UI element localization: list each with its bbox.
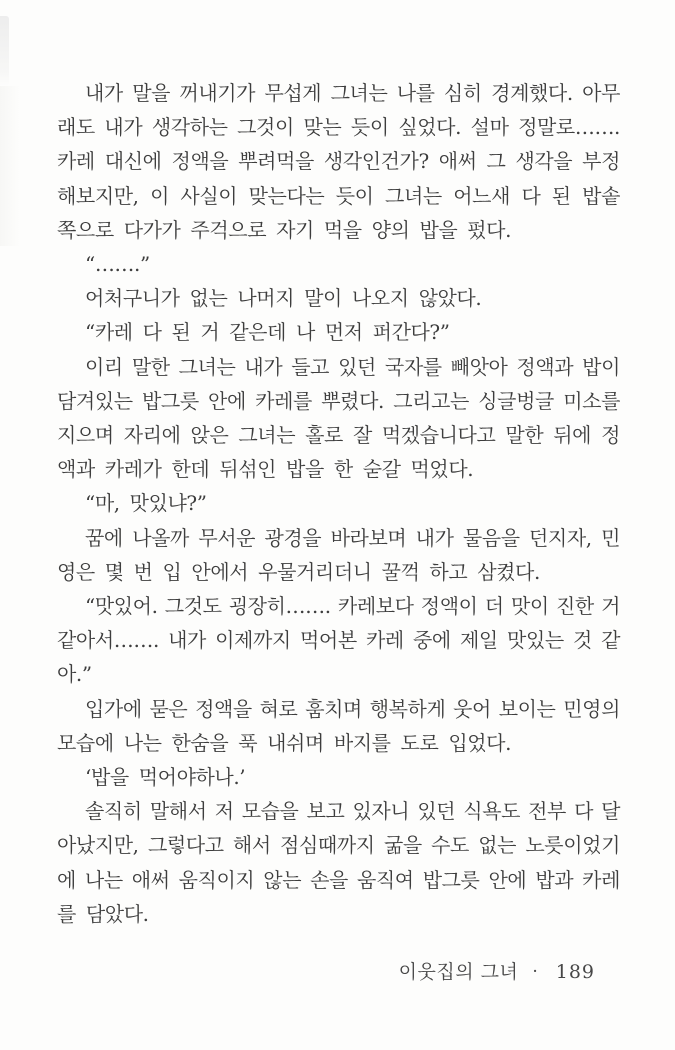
text-line: 지으며 자리에 앉은 그녀는 홀로 잘 먹겠습니다고 말한 뒤에 정 [57, 423, 620, 448]
text-line: 해보지만, 이 사실이 맞는다는 듯이 그녀는 어느새 다 된 밥솥 [57, 183, 620, 208]
running-title: 이웃집의 그녀 [398, 961, 519, 983]
page-number: 189 [555, 961, 595, 983]
text-line: 담겨있는 밥그릇 안에 카레를 뿌렸다. 그리고는 싱글벙글 미소를 [57, 388, 620, 413]
text-line: “…….” [85, 252, 150, 277]
text-line: 솔직히 말해서 저 모습을 보고 있자니 있던 식욕도 전부 다 달 [85, 799, 620, 824]
text-line: 이리 말한 그녀는 내가 들고 있던 국자를 빼앗아 정액과 밥이 [85, 354, 620, 379]
text-line: 영은 몇 번 입 안에서 우물거리더니 꿀꺽 하고 삼켰다. [57, 559, 540, 584]
text-line: 어처구니가 없는 나머지 말이 나오지 않았다. [85, 286, 482, 311]
text-line: 꿈에 나올까 무서운 광경을 바라보며 내가 물음을 던지자, 민 [85, 525, 620, 550]
text-line: 에 나는 애써 움직이지 않는 손을 움직여 밥그릇 안에 밥과 카레 [57, 867, 620, 892]
scan-edge-shading [0, 86, 20, 246]
text-line: 내가 말을 꺼내기가 무섭게 그녀는 나를 심히 경계했다. 아무 [85, 81, 620, 105]
text-line: 아.” [57, 662, 92, 687]
text-line: 아났지만, 그렇다고 해서 점심때까지 굶을 수도 없는 노릇이었기 [57, 833, 620, 858]
text-line: “맛있어. 그것도 굉장히……. 카레보다 정액이 더 맛이 진한 거 [85, 594, 620, 619]
text-line: 래도 내가 생각하는 그것이 맞는 듯이 싶었다. 설마 정말로……. [57, 115, 620, 140]
scan-edge-artifact [0, 16, 9, 86]
text-line: 액과 카레가 한데 뒤섞인 밥을 한 숟갈 먹었다. [57, 457, 474, 482]
text-line: 입가에 묻은 정액을 혀로 훔치며 행복하게 웃어 보이는 민영의 [85, 696, 620, 721]
text-line: “마, 맛있냐?” [85, 491, 207, 516]
text-line: ‘밥을 먹어야하나.’ [85, 765, 246, 790]
text-line: 를 담았다. [57, 901, 149, 926]
text-line: 모습에 나는 한숨을 푹 내쉬며 바지를 도로 입었다. [57, 730, 512, 755]
text-line: 카레 대신에 정액을 뿌려먹을 생각인건가? 애써 그 생각을 부정 [57, 149, 620, 174]
text-line: 쪽으로 다가가 주걱으로 자기 먹을 양의 밥을 펐다. [57, 217, 512, 242]
page-footer [399, 957, 595, 984]
text-line: “카레 다 된 거 같은데 나 먼저 퍼간다?” [85, 320, 450, 345]
text-line: 같아서……. 내가 이제까지 먹어본 카레 중에 제일 맛있는 것 같 [57, 628, 620, 653]
page-text [57, 76, 620, 931]
footer-separator-dot: · [532, 962, 538, 982]
